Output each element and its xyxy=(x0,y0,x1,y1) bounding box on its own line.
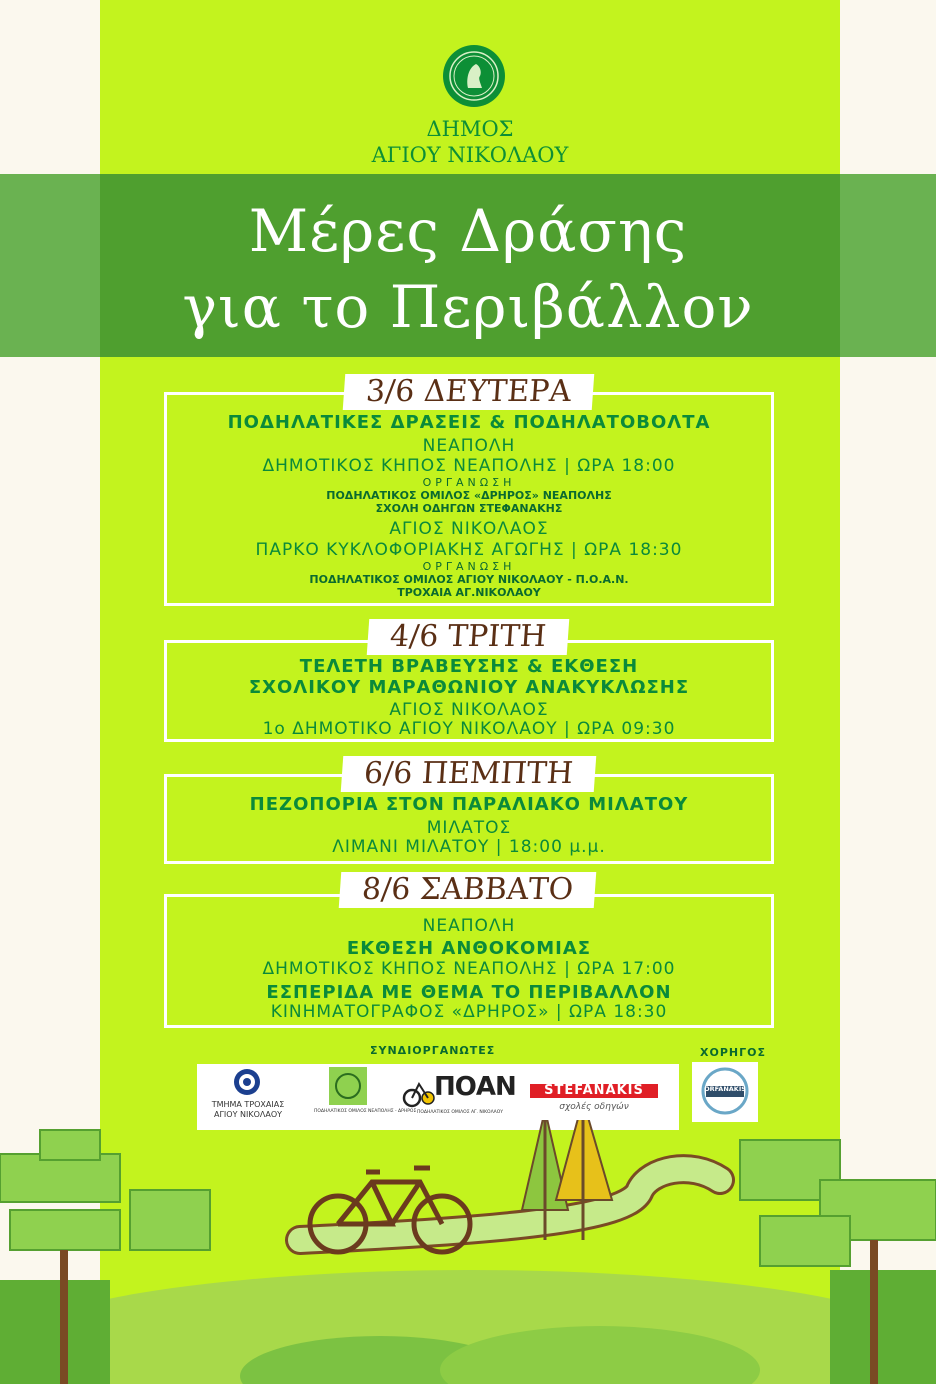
day1-location1: ΝΕΑΠΟΛΗ xyxy=(422,436,516,456)
title-line1: Μέρες Δράσης xyxy=(248,197,688,265)
day4-venue1: ΔΗΜΟΤΙΚΟΣ ΚΗΠΟΣ ΝΕΑΠΟΛΗΣ | ΩΡΑ 17:00 xyxy=(262,959,676,979)
driros-club-logo-icon xyxy=(328,1066,368,1106)
coorganizers-label: ΣΥΝΔΙΟΡΓΑΝΩΤΕΣ xyxy=(370,1044,496,1057)
day1-event: ΠΟΔΗΛΑΤΙΚΕΣ ΔΡΑΣΕΙΣ & ΠΟΔΗΛΑΤΟΒΟΛΤΑ xyxy=(227,412,711,433)
day1-venue2: ΠΑΡΚΟ ΚΥΚΛΟΦΟΡΙΑΚΗΣ ΑΓΩΓΗΣ | ΩΡΑ 18:30 xyxy=(255,540,683,560)
logo3-caption: ΠΟΔΗΛΑΤΙΚΟΣ ΟΜΙΛΟΣ ΑΓ. ΝΙΚΟΛΑΟΥ xyxy=(416,1110,504,1115)
day3-location: ΜΙΛΑΤΟΣ xyxy=(426,818,512,838)
day2-location: ΑΓΙΟΣ ΝΙΚΟΛΑΟΣ xyxy=(389,700,549,720)
day2-label-wrap xyxy=(0,619,936,655)
day4-event1: ΕΚΘΕΣΗ ΑΝΘΟΚΟΜΙΑΣ xyxy=(346,938,592,959)
day2-event-b: ΣΧΟΛΙΚΟΥ ΜΑΡΑΘΩΝΙΟΥ ΑΝΑΚΥΚΛΩΣΗΣ xyxy=(248,677,690,698)
day1-org1-a: ΠΟΔΗΛΑΤΙΚΟΣ ΟΜΙΛΟΣ «ΔΡΗΡΟΣ» ΝΕΑΠΟΛΗΣ xyxy=(326,489,612,502)
bicycle-wheel-icon xyxy=(402,1074,436,1108)
stefanakis-logo-text: STEFANAKIS xyxy=(544,1083,644,1098)
day3-label-wrap xyxy=(0,756,936,792)
day3-venue: ΛΙΜΑΝΙ ΜΙΛΑΤΟΥ | 18:00 μ.μ. xyxy=(332,837,606,857)
day1-org1-b: ΣΧΟΛΗ ΟΔΗΓΩΝ ΣΤΕΦΑΝΑΚΗΣ xyxy=(375,502,563,515)
day4-location: ΝΕΑΠΟΛΗ xyxy=(422,916,516,936)
title-line2: για το Περιβάλλον xyxy=(182,273,754,341)
day1-label: 3/6 ΔΕΥΤΕΡΑ xyxy=(342,374,593,410)
sponsor-label: ΧΟΡΗΓΟΣ xyxy=(700,1046,766,1059)
day1-location2: ΑΓΙΟΣ ΝΙΚΟΛΑΟΣ xyxy=(389,519,549,539)
logo2-caption: ΠΟΔΗΛΑΤΙΚΟΣ ΟΜΙΛΟΣ ΝΕΑΠΟΛΗΣ - ΔΡΗΡΟΣ xyxy=(314,1109,417,1114)
day2-label: 4/6 ΤΡΙΤΗ xyxy=(367,619,570,655)
poan-logo-text: ΠΟΑΝ xyxy=(434,1072,516,1102)
police-badge-icon xyxy=(233,1068,261,1096)
day3-event: ΠΕΖΟΠΟΡΙΑ ΣΤΟΝ ΠΑΡΑΛΙΑΚΟ ΜΙΛΑΤΟΥ xyxy=(249,794,689,815)
day1-org-label1: ΟΡΓΑΝΩΣΗ xyxy=(422,476,516,489)
day1-org2-b: ΤΡΟΧΑΙΑ ΑΓ.ΝΙΚΟΛΑΟΥ xyxy=(397,586,541,599)
municipality-line1: ΔΗΜΟΣ xyxy=(426,117,514,141)
day1-org2-a: ΠΟΔΗΛΑΤΙΚΟΣ ΟΜΙΛΟΣ ΑΓΙΟΥ ΝΙΚΟΛΑΟΥ - Π.Ο.Α.Ν. xyxy=(309,573,629,586)
day1-org-label2: ΟΡΓΑΝΩΣΗ xyxy=(422,560,516,573)
day4-label-wrap xyxy=(0,872,936,908)
day1-venue1: ΔΗΜΟΤΙΚΟΣ ΚΗΠΟΣ ΝΕΑΠΟΛΗΣ | ΩΡΑ 18:00 xyxy=(262,456,676,476)
day3-label: 6/6 ΠΕΜΠΤΗ xyxy=(340,756,595,792)
landscape-illustration xyxy=(0,1120,936,1384)
day4-event2: ΕΣΠΕΡΙΔΑ ΜΕ ΘΕΜΑ ΤΟ ΠΕΡΙΒΑΛΛΟΝ xyxy=(266,982,672,1003)
logo1-caption-b: ΑΓΙΟΥ ΝΙΚΟΛΑΟΥ xyxy=(213,1110,283,1119)
municipality-line2: ΑΓΙΟΥ ΝΙΚΟΛΑΟΥ xyxy=(371,143,569,167)
orfanakis-logo-text: ORFANAKIS xyxy=(704,1085,746,1093)
day2-venue: 1ο ΔΗΜΟΤΙΚΟ ΑΓΙΟΥ ΝΙΚΟΛΑΟΥ | ΩΡΑ 09:30 xyxy=(262,719,676,739)
stefanakis-caption: σχολές οδηγών xyxy=(559,1102,629,1112)
municipal-seal-icon xyxy=(442,44,506,108)
day2-event-a: ΤΕΛΕΤΗ ΒΡΑΒΕΥΣΗΣ & ΕΚΘΕΣΗ xyxy=(299,656,639,677)
day4-venue2: ΚΙΝΗΜΑΤΟΓΡΑΦΟΣ «ΔΡΗΡΟΣ» | ΩΡΑ 18:30 xyxy=(270,1002,668,1022)
day4-label: 8/6 ΣΑΒΒΑΤΟ xyxy=(339,872,597,908)
day1-label-wrap xyxy=(0,374,936,410)
logo1-caption-a: ΤΜΗΜΑ ΤΡΟΧΑΙΑΣ xyxy=(211,1100,285,1109)
